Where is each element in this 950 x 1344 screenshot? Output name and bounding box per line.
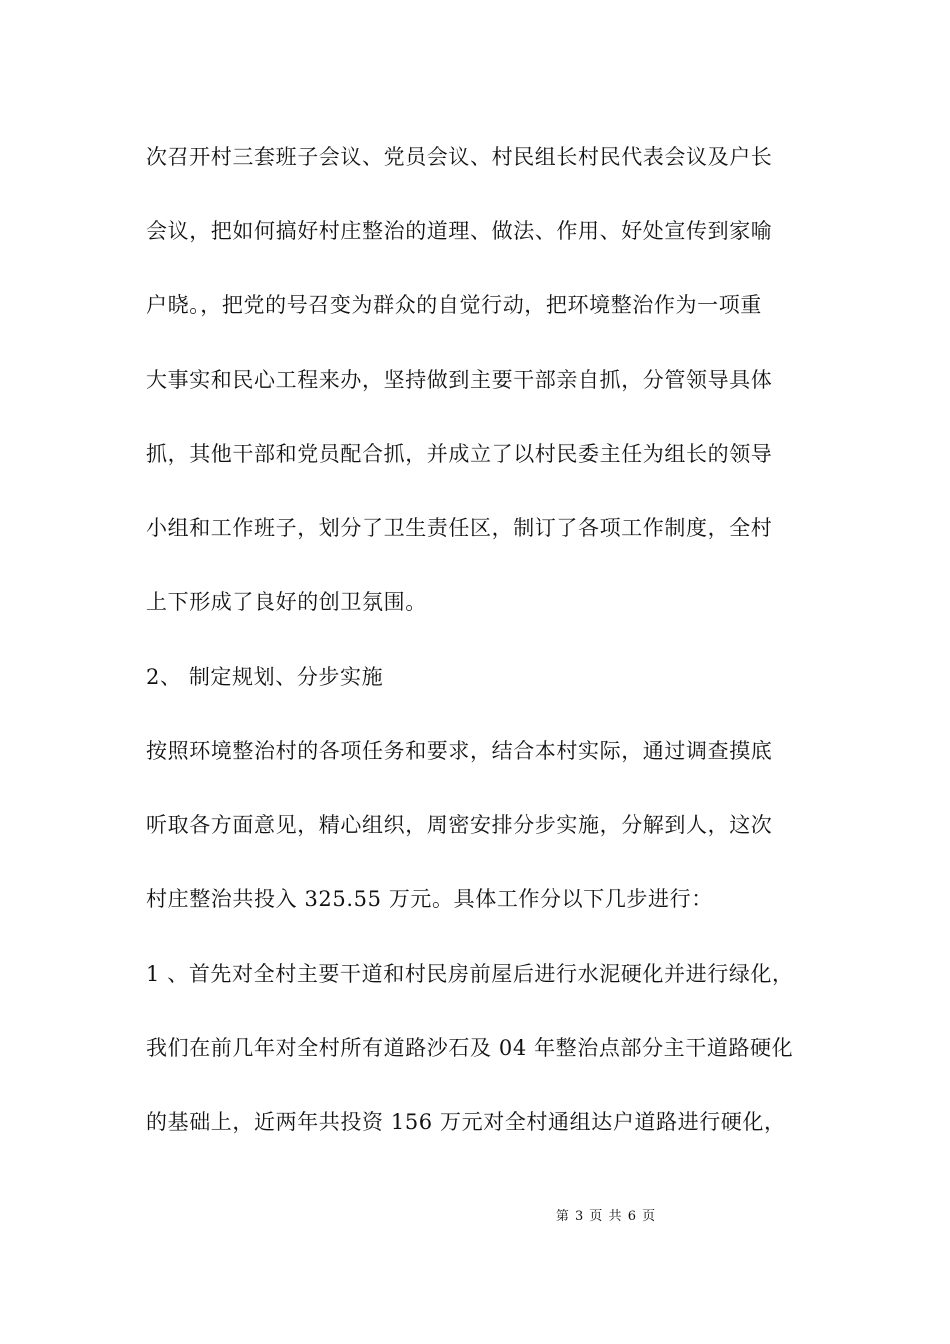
- text-line-13: 我们在前几年对全村所有道路沙石及 04 年整治点部分主干道路硬化: [146, 1036, 794, 1060]
- page-footer: [0, 1208, 950, 1226]
- text-line-10: 听取各方面意见，精心组织，周密安排分步实施，分解到人，这次: [146, 813, 773, 837]
- text-line-12: 1 、首先对全村主要干道和村民房前屋后进行水泥硬化并进行绿化，: [146, 962, 794, 986]
- text-line-11: 村庄整治共投入 325.55 万元。具体工作分以下几步进行：: [146, 887, 713, 911]
- page-number: 第 3 页 共 6 页: [555, 1209, 657, 1224]
- text-line-14: 的基础上，近两年共投资 156 万元对全村通组达户道路进行硬化，: [146, 1110, 786, 1134]
- text-line-5: 抓，其他干部和党员配合抓，并成立了以村民委主任为组长的领导: [146, 442, 773, 466]
- text-line-1: 次召开村三套班子会议、党员会议、村民组长村民代表会议及户长: [146, 145, 773, 169]
- text-line-3: 户晓。，把党的号召变为群众的自觉行动，把环境整治作为一项重: [146, 293, 762, 317]
- text-line-9: 按照环境整治村的各项任务和要求，结合本村实际，通过调查摸底: [146, 739, 773, 763]
- text-line-7: 上下形成了良好的创卫氛围。: [146, 590, 427, 614]
- text-line-2: 会议，把如何搞好村庄整治的道理、做法、作用、好处宣传到家喻: [146, 219, 773, 243]
- section-heading: 2、 制定规划、分步实施: [146, 665, 384, 689]
- text-line-4: 大事实和民心工程来办，坚持做到主要干部亲自抓，分管领导具体: [146, 368, 773, 392]
- text-line-6: 小组和工作班子，划分了卫生责任区，制订了各项工作制度，全村: [146, 516, 773, 540]
